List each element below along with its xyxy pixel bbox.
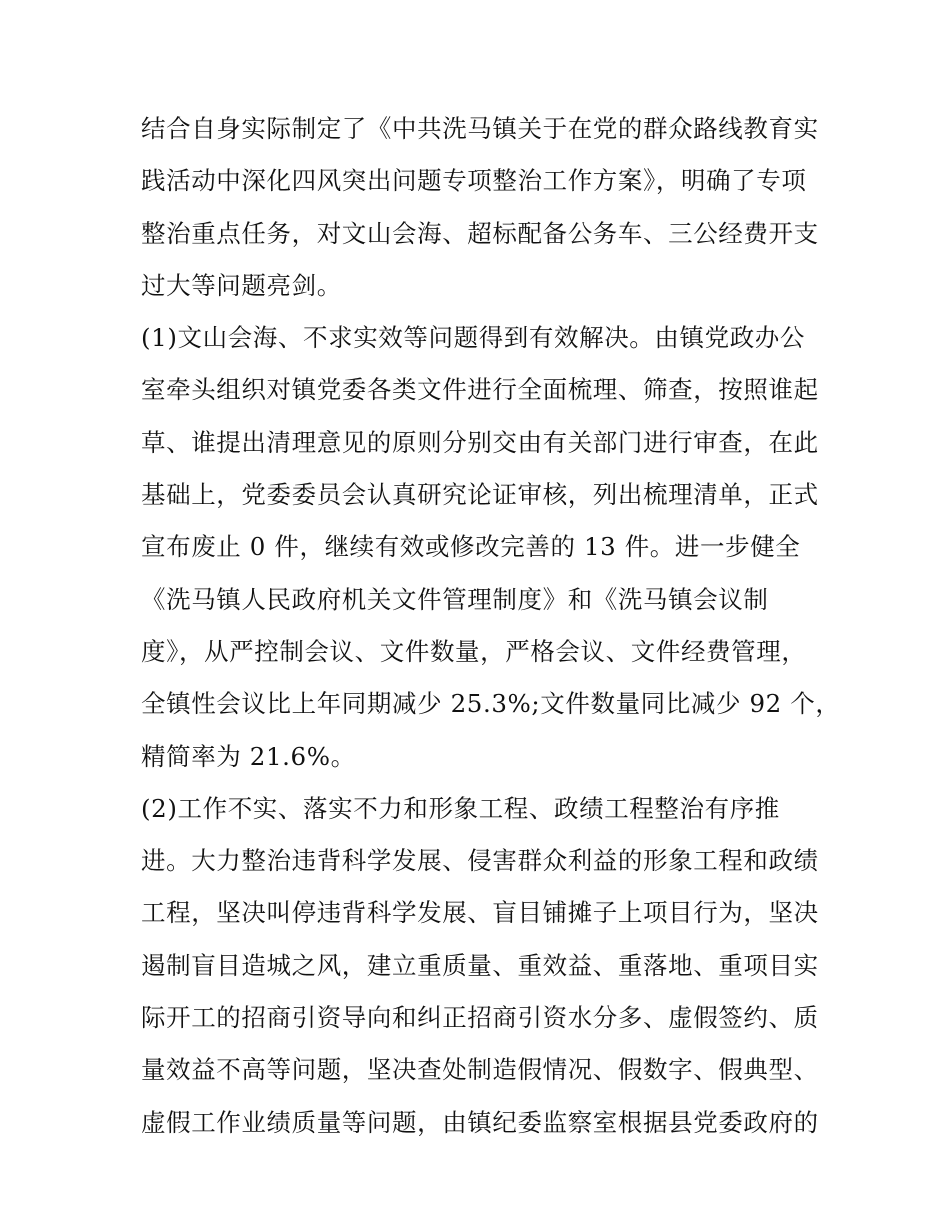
text-line: 量效益不高等问题，坚决查处制造假情况、假数字、假典型、 <box>141 1055 819 1085</box>
text-line: 践活动中深化四风突出问题专项整治工作方案》，明确了专项 <box>141 166 807 196</box>
text-line: 度》，从严控制会议、文件数量，严格会议、文件经费管理， <box>141 636 807 666</box>
text-line: 遏制盲目造城之风，建立重质量、重效益、重落地、重项目实 <box>141 950 819 980</box>
text-line: 过大等问题亮剑。 <box>141 270 342 300</box>
text-line: 虚假工作业绩质量等问题，由镇纪委监察室根据县党委政府的 <box>141 1107 819 1137</box>
text-line: (1)文山会海、不求实效等问题得到有效解决。由镇党政办公 <box>141 323 806 353</box>
text-line: 际开工的招商引资导向和纠正招商引资水分多、虚假签约、质 <box>141 1003 819 1033</box>
text-line: 室牵头组织对镇党委各类文件进行全面梳理、筛查，按照谁起 <box>141 375 819 405</box>
text-line: 整治重点任务，对文山会海、超标配备公务车、三公经费开支 <box>141 218 819 248</box>
text-line: 全镇性会议比上年同期减少 25.3%;文件数量同比减少 92 个， <box>141 689 841 719</box>
text-line: 基础上，党委委员会认真研究论证审核，列出梳理清单，正式 <box>141 480 819 510</box>
text-line: 宣布废止 0 件，继续有效或修改完善的 13 件。进一步健全 <box>141 532 801 562</box>
text-line: 工程，坚决叫停违背科学发展、盲目铺摊子上项目行为，坚决 <box>141 898 819 928</box>
text-line: 草、谁提出清理意见的原则分别交由有关部门进行审查，在此 <box>141 427 819 457</box>
text-line: (2)工作不实、落实不力和形象工程、政绩工程整治有序推 <box>141 793 780 823</box>
text-line: 结合自身实际制定了《中共洗马镇关于在党的群众路线教育实 <box>141 114 819 143</box>
text-line: 《洗马镇人民政府机关文件管理制度》和《洗马镇会议制 <box>141 584 769 614</box>
document-body <box>141 103 841 1149</box>
text-line: 精简率为 21.6%。 <box>141 741 356 771</box>
text-line: 进。大力整治违背科学发展、侵害群众利益的形象工程和政绩 <box>141 846 819 876</box>
